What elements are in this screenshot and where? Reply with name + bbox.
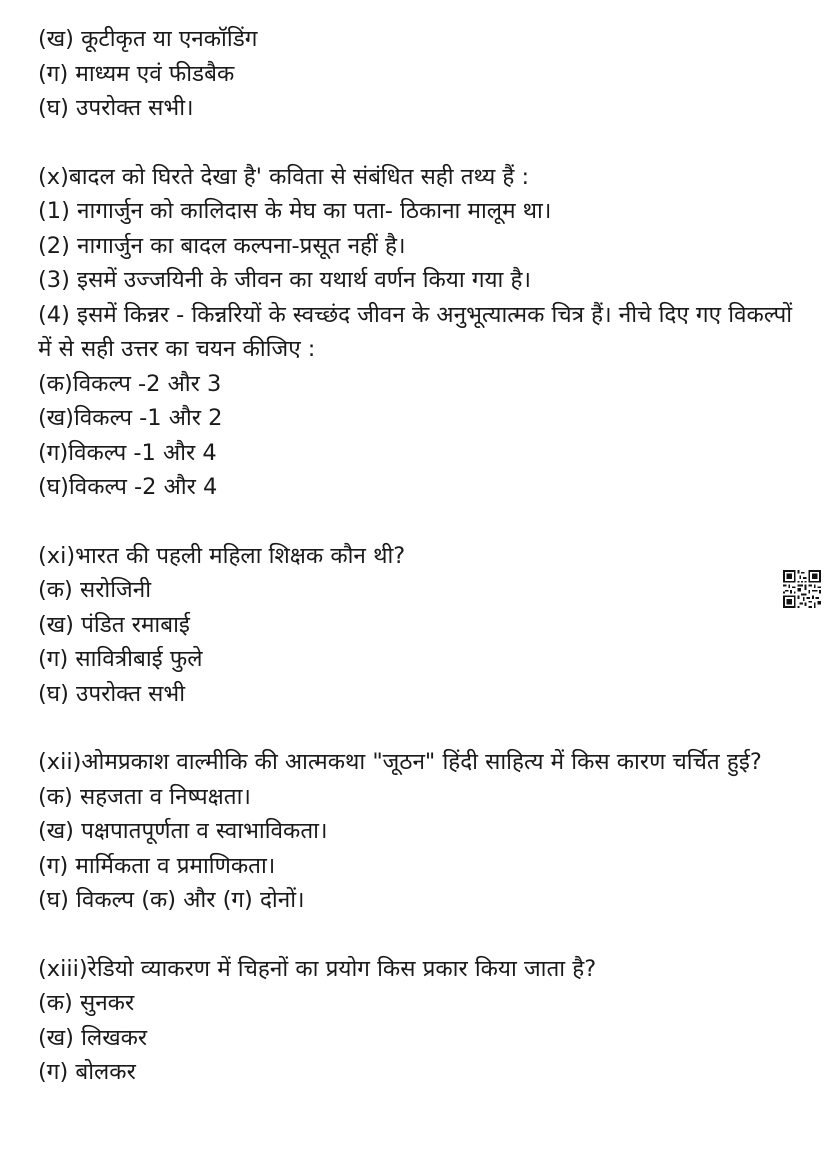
- document-page: [38, 22, 798, 1090]
- option-ga: (ग) बोलकर: [38, 1059, 136, 1085]
- question-xi: [38, 539, 798, 712]
- question-xiii-text: (xiii)रेडियो व्याकरण में चिहनों का प्रयोग किस प्रकार किया जाता है?: [38, 955, 597, 982]
- previous-question-options: [38, 22, 798, 126]
- option-ka: (क)विकल्प -2 और 3: [38, 370, 222, 397]
- option-ga: (ग) मार्मिकता व प्रमाणिकता।: [38, 852, 276, 879]
- option-gha: (घ) उपरोक्त सभी।: [38, 95, 194, 121]
- question-xiii: [38, 952, 798, 1090]
- question-xi-text: (xi)भारत की पहली महिला शिक्षक कौन थी?: [38, 542, 406, 569]
- option-kha: (ख)विकल्प -1 और 2: [38, 405, 223, 431]
- option-gha: (घ) विकल्प (क) और (ग) दोनों।: [38, 887, 305, 913]
- question-x-text: (x)बादल को घिरते देखा है' कविता से संबंधित सही तथ्य हैं :: [38, 163, 530, 190]
- option-kha: (ख) पंडित रमाबाई: [38, 611, 190, 638]
- question-xii: [38, 745, 798, 918]
- option-gha: (घ)विकल्प -2 और 4: [38, 474, 218, 500]
- statement-4: (4) इसमें किन्नर - किन्नरियों के स्वच्छंद जीवन के अनुभूत्यात्मक चित्र हैं। नीचे दिए गए विकल्पों में से सही उत्तर का चयन कीजिए :: [38, 301, 793, 362]
- option-ka: (क) सुनकर: [38, 990, 135, 1016]
- option-kha: (ख) कूटीकृत या एनकॉडिंग: [38, 26, 258, 52]
- question-x: [38, 160, 798, 505]
- option-kha: (ख) लिखकर: [38, 1024, 148, 1051]
- qr-code-icon: [782, 570, 822, 608]
- option-kha: (ख) पक्षपातपूर्णता व स्वाभाविकता।: [38, 818, 328, 844]
- option-ga: (ग) माध्यम एवं फीडबैक: [38, 60, 235, 87]
- option-ka: (क) सरोजिनी: [38, 577, 152, 603]
- option-ka: (क) सहजता व निष्पक्षता।: [38, 783, 251, 810]
- option-gha: (घ) उपरोक्त सभी: [38, 680, 186, 707]
- statement-3: (3) इसमें उज्जयिनी के जीवन का यथार्थ वर्णन किया गया है।: [38, 267, 532, 293]
- option-ga: (ग)विकल्प -1 और 4: [38, 439, 217, 466]
- option-ga: (ग) सावित्रीबाई फुले: [38, 646, 203, 672]
- statement-1: (1) नागार्जुन को कालिदास के मेघ का पता- ठिकाना मालूम था।: [38, 198, 552, 224]
- statement-2: (2) नागार्जुन का बादल कल्पना-प्रसूत नहीं है।: [38, 232, 406, 259]
- qr-code-modules: [783, 570, 821, 608]
- question-xii-text: (xii)ओमप्रकाश वाल्मीकि की आत्मकथा "जूठन" हिंदी साहित्य में किस कारण चर्चित हुई?: [38, 749, 762, 775]
